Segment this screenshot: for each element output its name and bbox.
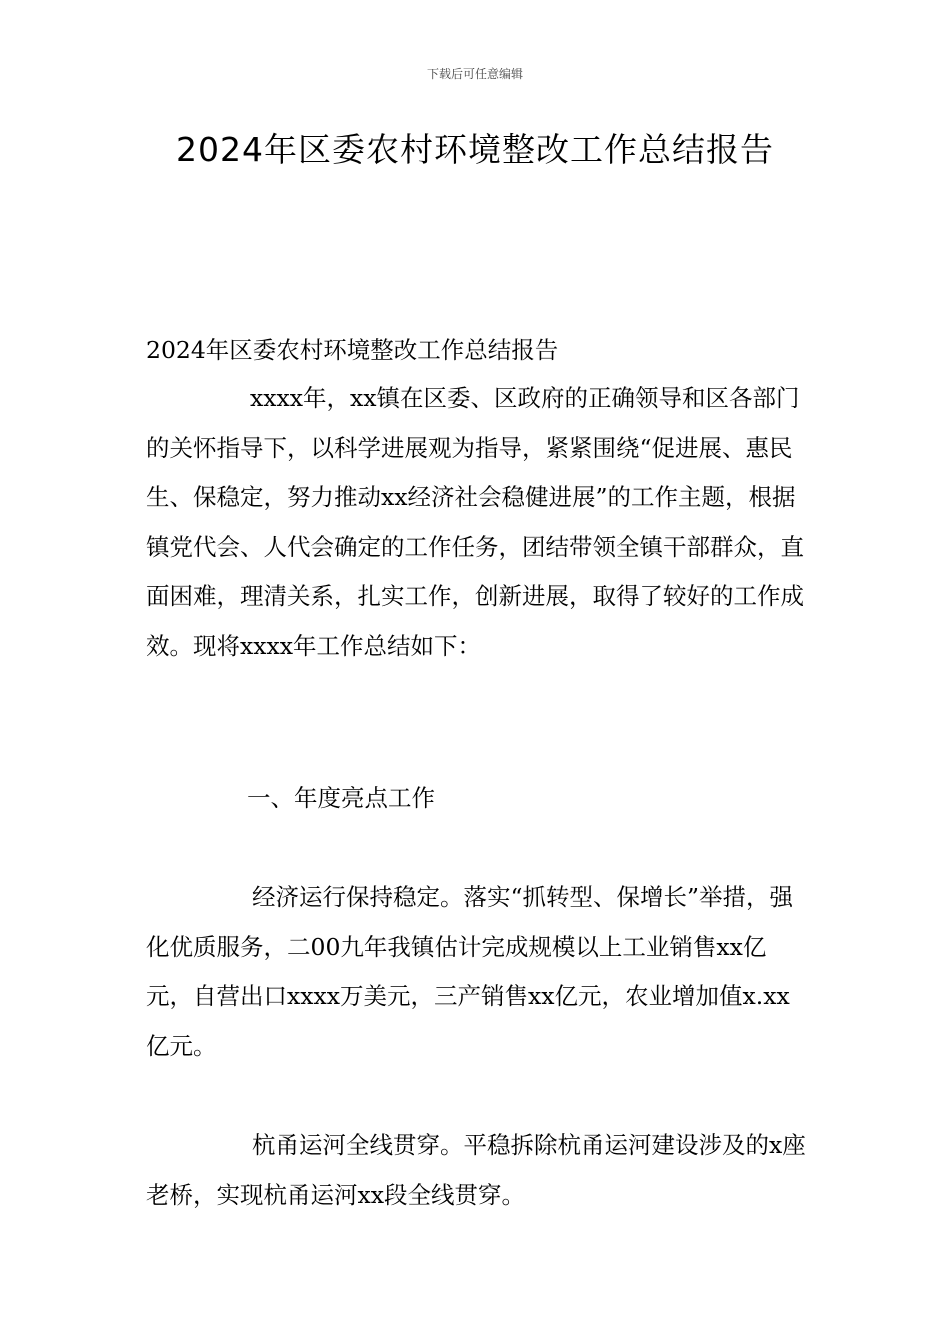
- header-note: 下载后可任意编辑: [426, 67, 523, 81]
- intro-paragraph: xxxx年，xx镇在区委、区政府的正确领导和区各部门的关怀指导下，以科学进展观为指导，紧紧围绕“促进展、惠民生、保稳定，努力推动xx经济社会稳健进展”的工作主题，根据镇党代会、人代会确定的工作任务，团结带领全镇干部群众，直面困难，理清关系，扎实工作，创新进展，取得了较好的工作成效。现将xxxx年工作总结如下：: [146, 384, 804, 660]
- document-title: 2024年区委农村环境整改工作总结报告: [176, 130, 774, 169]
- canal-paragraph: 杭甬运河全线贯穿。平稳拆除杭甬运河建设涉及的x座老桥，实现杭甬运河xx段全线贯穿。: [146, 1131, 806, 1209]
- economy-paragraph: 经济运行保持稳定。落实“抓转型、保增长”举措，强化优质服务，二00九年我镇估计完成规模以上工业销售xx亿元，自营出口xxxx万美元，三产销售xx亿元，农业增加值x.xx亿元。: [146, 883, 794, 1060]
- document-subtitle: 2024年区委农村环境整改工作总结报告: [146, 336, 559, 364]
- section-heading: 一、年度亮点工作: [247, 784, 435, 812]
